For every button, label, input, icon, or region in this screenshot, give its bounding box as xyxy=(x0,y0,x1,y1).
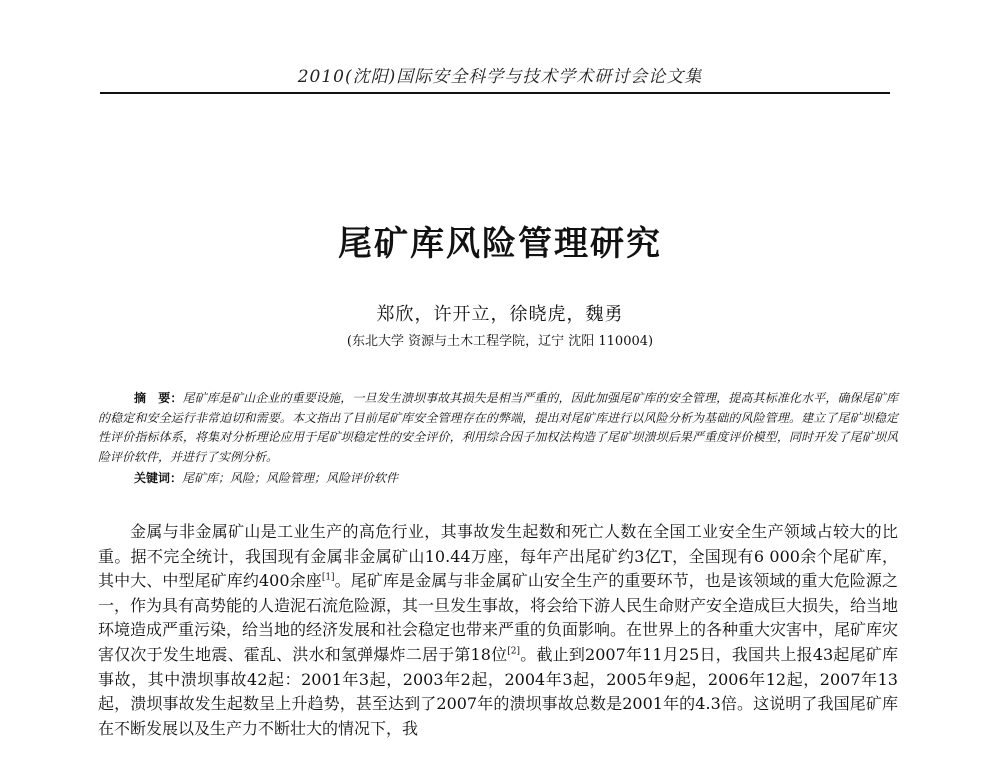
citation-ref-1: [1] xyxy=(321,572,335,583)
author-list: 郑欣，许开立，徐晓虎，魏勇 xyxy=(376,304,624,325)
paper-title: 尾矿库风险管理研究 xyxy=(338,224,662,264)
citation-ref-2: [2] xyxy=(507,646,521,657)
body-text-part3: 。截止到2007年11月25日，我国共上报43起尾矿库事故，其中溃坝事故42起：2001年3起，2003年2起，2004年3起，2005年9起，2006年12起，2007年13起，溃坝事故发生起数呈上升趋势，甚至达到了2007年的溃坝事故总数是2001年的4.3倍。这说明了我国尾矿库在不断发展以及生产力不断壮大的情况下，我 xyxy=(98,644,898,738)
header-rule xyxy=(100,92,890,94)
body-text-part1: 金属与非金属矿山是工业生产的高危行业，其事故发生起数和死亡人数在全国工业安全生产领域占较大的比重。据不完全统计，我国现有金属非金属矿山10.44万座，每年产出尾矿约3亿T，全国现有6 000余个尾矿库，其中大、中型尾矿库约400余座 xyxy=(98,522,898,591)
abstract-text: 尾矿库是矿山企业的重要设施，一旦发生溃坝事故其损失是相当严重的，因此加强尾矿库的安全管理，提高其标准化水平，确保尾矿库的稳定和安全运行非常迫切和需要。本文指出了目前尾矿库安全管理存在的弊端，提出对尾矿库进行以风险分析为基础的风险管理。建立了尾矿坝稳定性评价指标体系，将集对分析理论应用于尾矿坝稳定性的安全评价，利用综合因子加权法构造了尾矿坝溃坝后果严重度评价模型，同时开发了尾矿坝风险评价软件，并进行了实例分析。 xyxy=(98,391,898,464)
body-paragraph xyxy=(98,520,898,741)
body-text xyxy=(98,520,898,741)
abstract-label: 摘 要： xyxy=(134,391,183,405)
body-text-part2: 。尾矿库是金属与非金属矿山安全生产的重要环节，也是该领域的重大危险源之一，作为具有高势能的人造泥石流危险源，其一旦发生事故，将会给下游人民生命财产安全造成巨大损失，给当地环境造成严重污染，给当地的经济发展和社会稳定也带来严重的负面影响。在世界上的各种重大灾害中，尾矿库灾害仅次于发生地震、霍乱、洪水和氢弹爆炸二居于第18位 xyxy=(98,571,899,664)
affiliation: (东北大学 资源与土木工程学院，辽宁 沈阳 110004) xyxy=(346,334,654,349)
keywords-label: 关键词： xyxy=(134,471,183,485)
abstract xyxy=(98,389,898,467)
keywords xyxy=(98,469,898,489)
keywords-text: 尾矿库；风险；风险管理；风险评价软件 xyxy=(182,471,399,485)
running-header: 2010(沈阳)国际安全科学与技术学术研讨会论文集 xyxy=(297,67,703,87)
